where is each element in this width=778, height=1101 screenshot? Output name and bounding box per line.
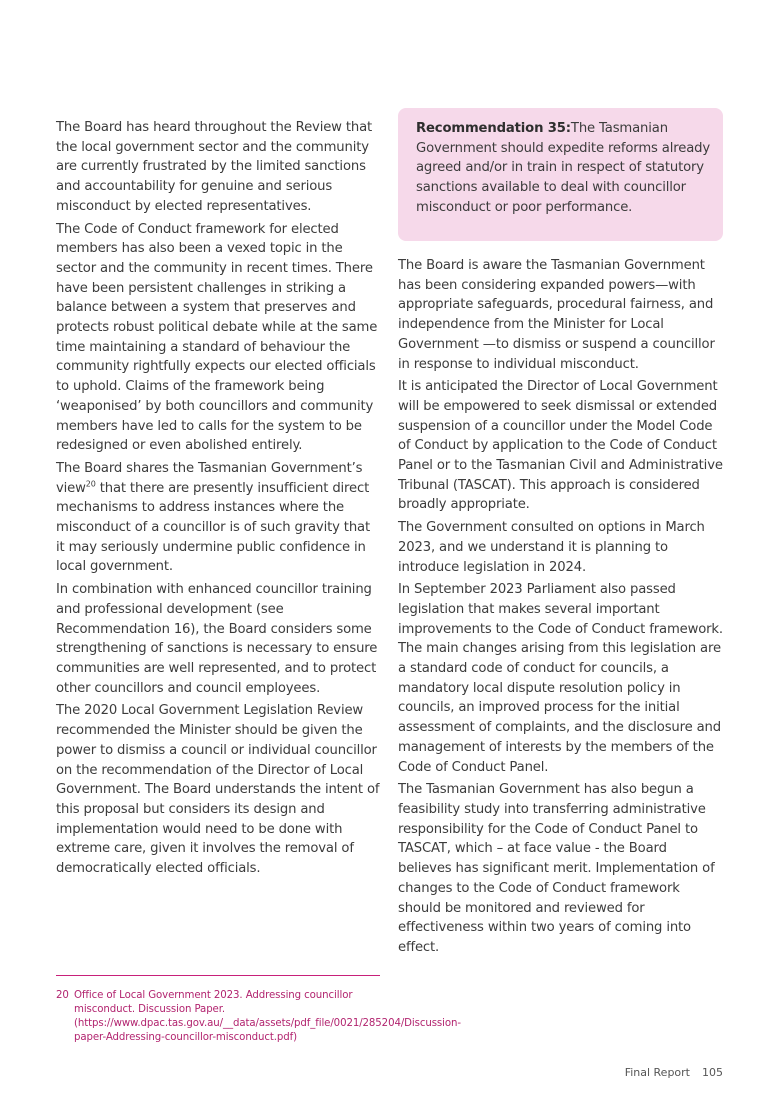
footnote-number: 20 [56, 990, 69, 1001]
footnote-divider [56, 975, 380, 976]
page-footer [560, 1066, 723, 1079]
body-paragraph: In combination with enhanced councillor training and professional development (see Recommendation 16), the Board considers some strengthening of sanctions is necessary to ensure communities are well represented, and to protect other councillors and council employees. [56, 582, 378, 696]
body-paragraph: The Board has heard throughout the Review that the local government sector and the community are currently frustrated by the limited sanctions and accountability for genuine and serious misconduct by elected representatives. [56, 120, 373, 214]
body-paragraph: The Tasmanian Government has also begun a feasibility study into transferring administrative responsibility for the Code of Conduct Panel to TASCAT, which – at face value - the Board believes has significant merit. Implementation of changes to the Code of Conduct framework should be monitored and reviewed for effectiveness within two years of coming into effect. [398, 782, 715, 955]
paragraph-text: The Board shares the Tasmanian Government’s view [56, 460, 363, 496]
recommendation-box [398, 108, 723, 241]
footer-label: Final Report [624, 1066, 690, 1079]
body-paragraph: The Code of Conduct framework for elected members has also been a vexed topic in the sector and the community in recent times. There have been persistent challenges in striking a balance between a system that preserves and protects robust political debate while at the same time maintaining a standard of behaviour the community rightfully expects our elected officials to uphold. Claims of the framework being ‘weaponised’ by both councillors and community members have led to calls for the system to be redesigned or even abolished entirely. [56, 221, 378, 454]
recommendation-text: The Tasmanian Government should expedite reforms already agreed and/or in train in respect of statutory sanctions available to deal with councillor misconduct or poor performance. [416, 121, 710, 215]
page-number: 105 [702, 1066, 723, 1079]
footnote-reference[interactable]: 20 [85, 479, 96, 489]
recommendation-label: Recommendation 35: [416, 121, 571, 136]
body-paragraph: The 2020 Local Government Legislation Review recommended the Minister should be given the power to dismiss a council or individual councillor on the recommendation of the Director of Local Government. The Board understands the intent of this proposal but considers its design and implementation would need to be done with extreme care, given it involves the removal of democratically elected officials. [56, 703, 380, 877]
body-paragraph: In September 2023 Parliament also passed legislation that makes several important improvements to the Code of Conduct framework. The main changes arising from this legislation are a standard code of conduct for councils, a mandatory local dispute resolution policy in councils, an improved process for the initial assessment of complaints, and the disclosure and management of interests by the members of the Code of Conduct Panel. [398, 582, 723, 775]
body-paragraph: It is anticipated the Director of Local Government will be empowered to seek dismissal or extended suspension of a councillor under the Model Code of Conduct by application to the Code of Conduct Panel or to the Tasmanian Civil and Administrative Tribunal (TASCAT). This approach is considered broadly appropriate. [398, 379, 723, 513]
left-column [56, 118, 382, 882]
body-paragraph: The Government consulted on options in March 2023, and we understand it is planning to introduce legislation in 2024. [398, 520, 705, 575]
body-paragraph: The Board is aware the Tasmanian Government has been considering expanded powers—with appropriate safeguards, procedural fairness, and independence from the Minister for Local Government —to dismiss or suspend a councillor in response to individual misconduct. [398, 258, 715, 372]
right-column [398, 256, 724, 961]
paragraph-text: that there are presently insufficient direct mechanisms to address instances where the misconduct of a councillor is of such gravity that it may seriously undermine public confidence in local government. [56, 480, 370, 575]
footnote [56, 989, 461, 1045]
body-paragraph-with-footnote [56, 459, 382, 577]
recommendation-text-block [416, 119, 713, 218]
footnote-text[interactable]: Office of Local Government 2023. Addressing councillor misconduct. Discussion Paper. (https://www.dpac.tas.gov.au/__data/assets/pdf_file/0021/285204/Discussion-paper-Addressing-councillor-misconduct.pdf) [74, 990, 461, 1043]
